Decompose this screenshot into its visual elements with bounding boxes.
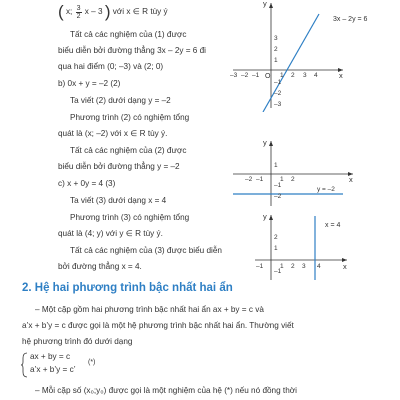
x-tick: –3 bbox=[230, 72, 238, 79]
x-tick: 2 bbox=[291, 176, 295, 183]
equation-1: ax + by = c bbox=[30, 352, 71, 361]
line-label: 3x – 2y = 6 bbox=[333, 16, 368, 23]
para-line: qua hai điểm (0; –3) và (2; 0) bbox=[58, 62, 164, 71]
y-tick: –2 bbox=[274, 90, 282, 97]
x-tick: –1 bbox=[256, 176, 264, 183]
para-line: Tất cả các nghiệm của (3) được biểu diễn bbox=[70, 246, 222, 255]
x-tick: 1 bbox=[280, 176, 284, 183]
part-b-heading: b) 0x + y = –2 (2) bbox=[58, 79, 121, 88]
line-label: x = 4 bbox=[325, 222, 341, 229]
y-axis-label: y bbox=[263, 138, 267, 147]
x-tick: 4 bbox=[317, 263, 321, 270]
y-axis-label: y bbox=[263, 212, 267, 221]
y-axis-label: y bbox=[263, 0, 267, 8]
y-tick: 2 bbox=[274, 234, 278, 241]
para-line: Phương trình (2) có nghiệm tổng bbox=[70, 113, 190, 122]
x-tick: –2 bbox=[241, 72, 249, 79]
y-tick: –1 bbox=[274, 182, 282, 189]
line-label: y = –2 bbox=[317, 186, 335, 193]
x-tick: –1 bbox=[252, 72, 260, 79]
graph-y-minus-2 bbox=[225, 138, 400, 208]
x-tick: –1 bbox=[256, 263, 264, 270]
x-tick: 2 bbox=[291, 263, 295, 270]
para-line: Ta viết (2) dưới dạng y = –2 bbox=[70, 96, 171, 105]
y-tick: 3 bbox=[274, 35, 278, 42]
y-tick: –2 bbox=[274, 193, 282, 200]
general-solution-1: ( x; $\frac{3}{2}$ x – 3 ) với x ∈ R tùy ý bbox=[58, 2, 168, 21]
para-line: – Mỗi cặp số (x₀;y₀) được gọi là một nghiệm của hệ (*) nếu nó đồng thời bbox=[35, 386, 297, 395]
y-tick: 2 bbox=[274, 46, 278, 53]
graph-3x-2y-6 bbox=[225, 0, 400, 112]
y-tick: 1 bbox=[274, 245, 278, 252]
x-axis-label: x bbox=[343, 262, 347, 271]
part-c-heading: c) x + 0y = 4 (3) bbox=[58, 179, 116, 188]
para-line: Tất cả các nghiệm của (2) được bbox=[70, 146, 187, 155]
para-line: biểu diễn bởi đường thẳng 3x – 2y = 6 đi bbox=[58, 46, 207, 55]
para-line: quát là (x; –2) với x ∈ R tùy ý. bbox=[58, 129, 168, 138]
x-tick: 3 bbox=[302, 263, 306, 270]
para-line: quát là (4; y) với y ∈ R tùy ý. bbox=[58, 229, 163, 238]
y-tick: –3 bbox=[274, 101, 282, 108]
x-tick: 1 bbox=[280, 263, 284, 270]
equation-2: a’x + b’y = c’ bbox=[30, 365, 76, 374]
x-tick: –2 bbox=[245, 176, 253, 183]
graph-x-4 bbox=[225, 212, 400, 282]
y-axis-arrow bbox=[269, 215, 273, 220]
y-axis-arrow bbox=[269, 141, 273, 146]
para-line: – Một cặp gồm hai phương trình bậc nhất hai ẩn ax + by = c và bbox=[35, 305, 264, 314]
y-tick: –1 bbox=[274, 79, 282, 86]
x-tick: 3 bbox=[303, 72, 307, 79]
y-axis-arrow bbox=[269, 3, 273, 8]
para-line: bởi đường thẳng x = 4. bbox=[58, 262, 142, 271]
fraction: $\frac{3}{2}$ bbox=[76, 4, 81, 20]
x-axis-label: x bbox=[349, 175, 353, 184]
brace-icon bbox=[20, 352, 28, 378]
para-line: Tất cả các nghiệm của (1) được bbox=[70, 30, 187, 39]
equation-tag: (*) bbox=[88, 359, 96, 366]
x-tick: 4 bbox=[314, 72, 318, 79]
para-line: hệ phương trình đó dưới dạng bbox=[22, 337, 133, 346]
para-line: a’x + b’y = c được gọi là một hệ phương trình bậc nhất hai ẩn. Thường viết bbox=[22, 321, 294, 330]
x-tick: 2 bbox=[291, 72, 295, 79]
x-tick: 1 bbox=[280, 72, 284, 79]
section-title: 2. Hệ hai phương trình bậc nhất hai ẩn bbox=[22, 282, 233, 294]
y-tick: 1 bbox=[274, 162, 278, 169]
y-tick: 1 bbox=[274, 57, 278, 64]
para-line: biểu diễn bởi đường thẳng y = –2 bbox=[58, 162, 180, 171]
para-line: Ta viết (3) dưới dạng x = 4 bbox=[70, 196, 167, 205]
y-tick: –1 bbox=[274, 268, 282, 275]
para-line: Phương trình (3) có nghiệm tổng bbox=[70, 213, 190, 222]
x-axis-label: x bbox=[339, 71, 343, 80]
origin-label: O bbox=[265, 73, 271, 80]
